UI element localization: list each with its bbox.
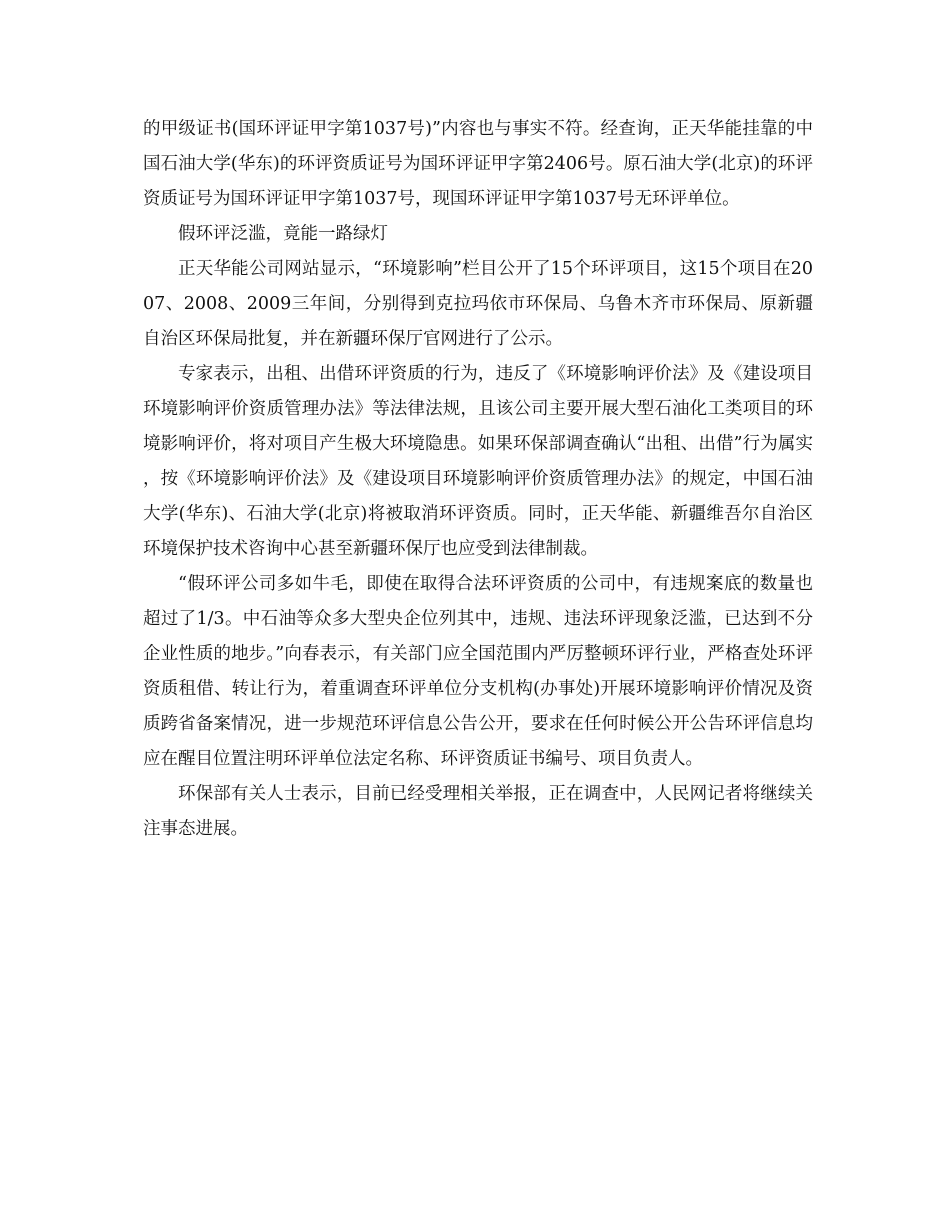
paragraph-closing: 环保部有关人士表示，目前已经受理相关举报，正在调查中，人民网记者将继续关注事态进展。 xyxy=(143,784,813,839)
paragraph-quote: “假环评公司多如牛毛，即使在取得合法环评资质的公司中，有违规案底的数量也超过了1/3。中石油等众多大型央企位列其中，违规、违法环评现象泛滥，已达到不分企业性质的地步。”向春表示，有关部门应全国范围内严厉整顿环评行业，严格查处环评资质租借、转让行为，着重调查环评单位分支机构(办事处)开展环境影响评价情况及资质跨省备案情况，进一步规范环评信息公告公开，要求在任何时候公开公告环评信息均应在醒目位置注明环评单位法定名称、环评资质证书编号、项目负责人。 xyxy=(143,574,813,769)
document-page xyxy=(143,112,813,847)
paragraph-expert-opinion: 专家表示，出租、出借环评资质的行为，违反了《环境影响评价法》及《建设项目环境影响评价资质管理办法》等法律法规，且该公司主要开展大型石油化工类项目的环境影响评价，将对项目产生极大环境隐患。如果环保部调查确认“出租、出借”行为属实，按《环境影响评价法》及《建设项目环境影响评价资质管理办法》的规定，中国石油大学(华东)、石油大学(北京)将被取消环评资质。同时，正天华能、新疆维吾尔自治区环境保护技术咨询中心甚至新疆环保厅也应受到法律制裁。 xyxy=(143,364,813,559)
section-heading: 假环评泛滥，竟能一路绿灯 xyxy=(178,224,388,244)
paragraph-website-projects: 正天华能公司网站显示，“环境影响”栏目公开了15个环评项目，这15个项目在2007、2008、2009三年间，分别得到克拉玛依市环保局、乌鲁木齐市环保局、原新疆自治区环保局批复，并在新疆环保厅官网进行了公示。 xyxy=(143,259,813,349)
paragraph-certificate-continued: 的甲级证书(国环评证甲字第1037号)”内容也与事实不符。经查询，正天华能挂靠的中国石油大学(华东)的环评资质证号为国环评证甲字第2406号。原石油大学(北京)的环评资质证号为国环评证甲字第1037号，现国环评证甲字第1037号无环评单位。 xyxy=(143,119,813,209)
